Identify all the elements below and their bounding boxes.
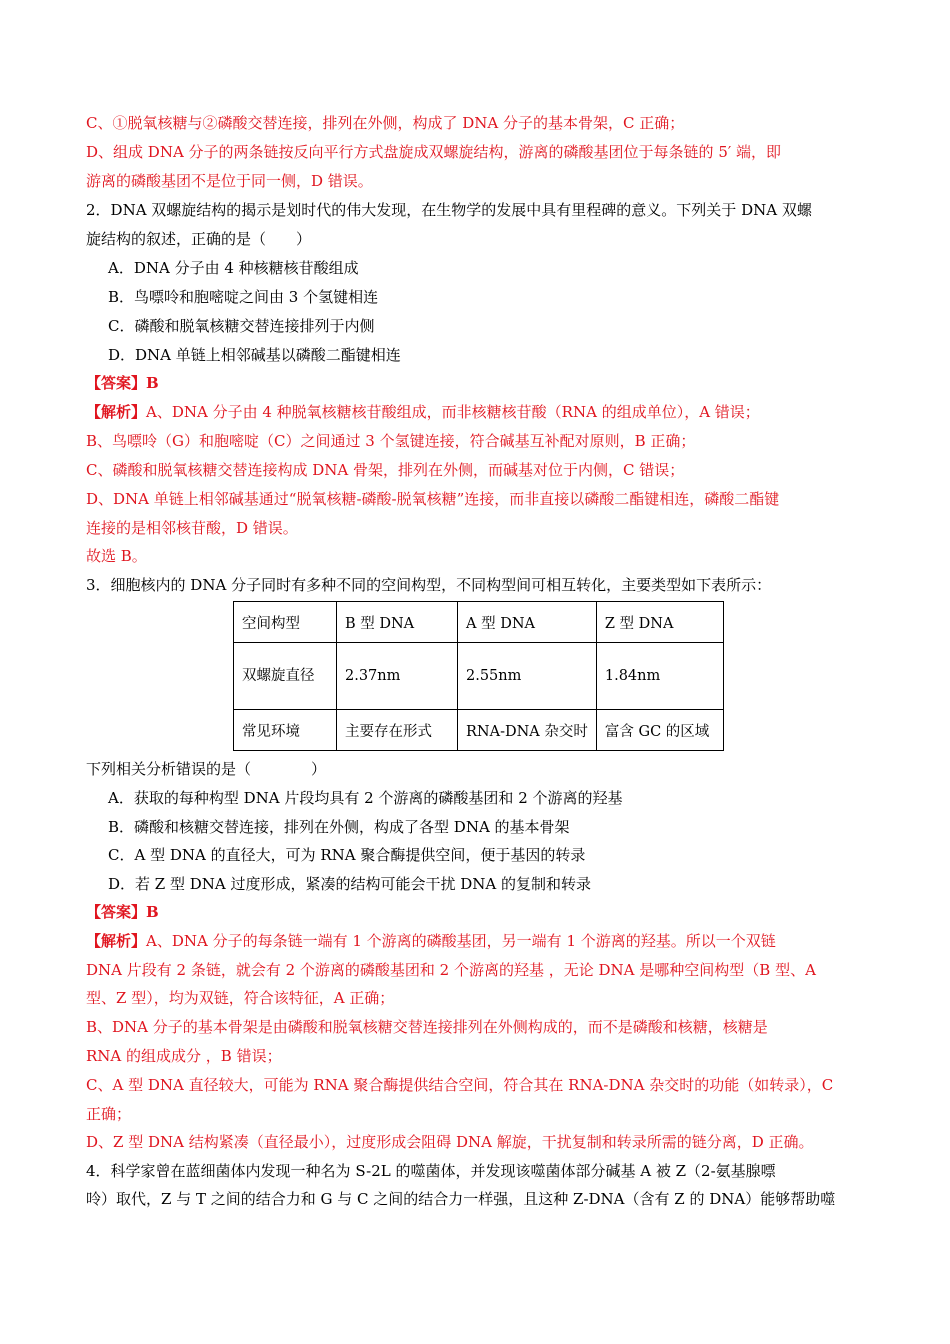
table-cell: 富含 GC 的区域 <box>596 710 723 751</box>
explanation-line: DNA 片段有 2 条链，就会有 2 个游离的磷酸基团和 2 个游离的羟基 ，无论 DNA 是哪种空间构型（B 型、A <box>86 961 816 979</box>
question-4-stem: 4．科学家曾在蓝细菌体内发现一种名为 S-2L 的噬菌体，并发现该噬菌体部分碱基 A 被 Z（2-氨基腺嘌 <box>86 1162 776 1180</box>
explanation-tag: 【解析】 <box>86 932 147 950</box>
explanation-line: 连接的是相邻核苷酸，D 错误。 <box>86 519 298 537</box>
explanation-conclusion: 故选 B。 <box>86 547 147 565</box>
explanation-line <box>86 402 760 422</box>
explanation-line <box>86 931 776 951</box>
explanation-line: D、组成 DNA 分子的两条链按反向平行方式盘旋成双螺旋结构，游离的磷酸基团位于每条链的 5′ 端，即 <box>86 143 782 161</box>
explanation-line: C、A 型 DNA 直径较大，可能为 RNA 聚合酶提供结合空间，符合其在 RNA-DNA 杂交时的功能（如转录），C <box>86 1076 834 1094</box>
explanation-line: RNA 的组成成分 ，B 错误； <box>86 1047 282 1065</box>
question-3-stem: 3．细胞核内的 DNA 分子同时有多种不同的空间构型，不同构型间可相互转化，主要类型如下表所示： <box>86 576 772 594</box>
answer-label: 【答案】B <box>86 374 159 392</box>
table-cell: 双螺旋直径 <box>234 643 337 710</box>
explanation-line: 游离的磷酸基团不是位于同一侧，D 错误。 <box>86 172 373 190</box>
question-2-stem: 2．DNA 双螺旋结构的揭示是划时代的伟大发现，在生物学的发展中具有里程碑的意义。下列关于 DNA 双螺 <box>86 201 812 219</box>
question-3-prompt: 下列相关分析错误的是（ ） <box>86 760 327 778</box>
table-cell: A 型 DNA <box>458 602 597 643</box>
table-cell: B 型 DNA <box>337 602 458 643</box>
question-2-stem: 旋结构的叙述，正确的是（ ） <box>86 230 312 248</box>
explanation-line: 正确； <box>86 1105 132 1123</box>
table-cell: 空间构型 <box>234 602 337 643</box>
explanation-line: D、Z 型 DNA 结构紧凑（直径最小），过度形成会阻碍 DNA 解旋，干扰复制和转录所需的链分离，D 正确。 <box>86 1133 814 1151</box>
question-3-option-c: C．A 型 DNA 的直径大，可为 RNA 聚合酶提供空间，便于基因的转录 <box>108 846 586 864</box>
table-cell: 常见环境 <box>234 710 337 751</box>
question-2-option-a: A．DNA 分子由 4 种核糖核苷酸组成 <box>108 259 359 277</box>
table-row <box>234 643 724 710</box>
table-cell: RNA-DNA 杂交时 <box>458 710 597 751</box>
table-row <box>234 602 724 643</box>
question-3-option-d: D．若 Z 型 DNA 过度形成，紧凑的结构可能会干扰 DNA 的复制和转录 <box>108 875 592 893</box>
question-3-option-a: A．获取的每种构型 DNA 片段均具有 2 个游离的磷酸基团和 2 个游离的羟基 <box>108 789 623 807</box>
table-row <box>234 710 724 751</box>
explanation-text: A、DNA 分子由 4 种脱氧核糖核苷酸组成，而非核糖核苷酸（RNA 的组成单位），A 错误； <box>146 403 760 421</box>
explanation-line: B、鸟嘌呤（G）和胞嘧啶（C）之间通过 3 个氢键连接，符合碱基互补配对原则，B 正确； <box>86 432 696 450</box>
question-2-option-c: C．磷酸和脱氧核糖交替连接排列于内侧 <box>108 317 375 335</box>
table-cell: 2.37nm <box>337 643 458 710</box>
explanation-line: D、DNA 单链上相邻碱基通过“脱氧核糖-磷酸-脱氧核糖”连接，而非直接以磷酸二酯键相连，磷酸二酯键 <box>86 490 780 508</box>
explanation-line: C、磷酸和脱氧核糖交替连接构成 DNA 骨架，排列在外侧，而碱基对位于内侧，C 错误； <box>86 461 685 479</box>
question-4-stem: 呤）取代，Z 与 T 之间的结合力和 G 与 C 之间的结合力一样强，且这种 Z-DNA（含有 Z 的 DNA）能够帮助噬 <box>86 1190 836 1208</box>
dna-conformation-table <box>233 601 724 751</box>
explanation-tag: 【解析】 <box>86 403 147 421</box>
explanation-text: A、DNA 分子的每条链一端有 1 个游离的磷酸基团，另一端有 1 个游离的羟基。所以一个双链 <box>146 932 776 950</box>
table-cell: 1.84nm <box>596 643 723 710</box>
table-cell: 2.55nm <box>458 643 597 710</box>
explanation-line: 型、Z 型），均为双链，符合该特征，A 正确； <box>86 989 395 1007</box>
table-cell: Z 型 DNA <box>596 602 723 643</box>
question-2-option-d: D．DNA 单链上相邻碱基以磷酸二酯键相连 <box>108 346 401 364</box>
question-2-option-b: B．鸟嘌呤和胞嘧啶之间由 3 个氢键相连 <box>108 288 379 306</box>
explanation-line: B、DNA 分子的基本骨架是由磷酸和脱氧核糖交替连接排列在外侧构成的，而不是磷酸和核糖，核糖是 <box>86 1018 768 1036</box>
question-3-option-b: B．磷酸和核糖交替连接，排列在外侧，构成了各型 DNA 的基本骨架 <box>108 818 570 836</box>
explanation-line: C、①脱氧核糖与②磷酸交替连接，排列在外侧，构成了 DNA 分子的基本骨架，C 正确； <box>86 114 685 132</box>
answer-label: 【答案】B <box>86 903 159 921</box>
table-cell: 主要存在形式 <box>337 710 458 751</box>
